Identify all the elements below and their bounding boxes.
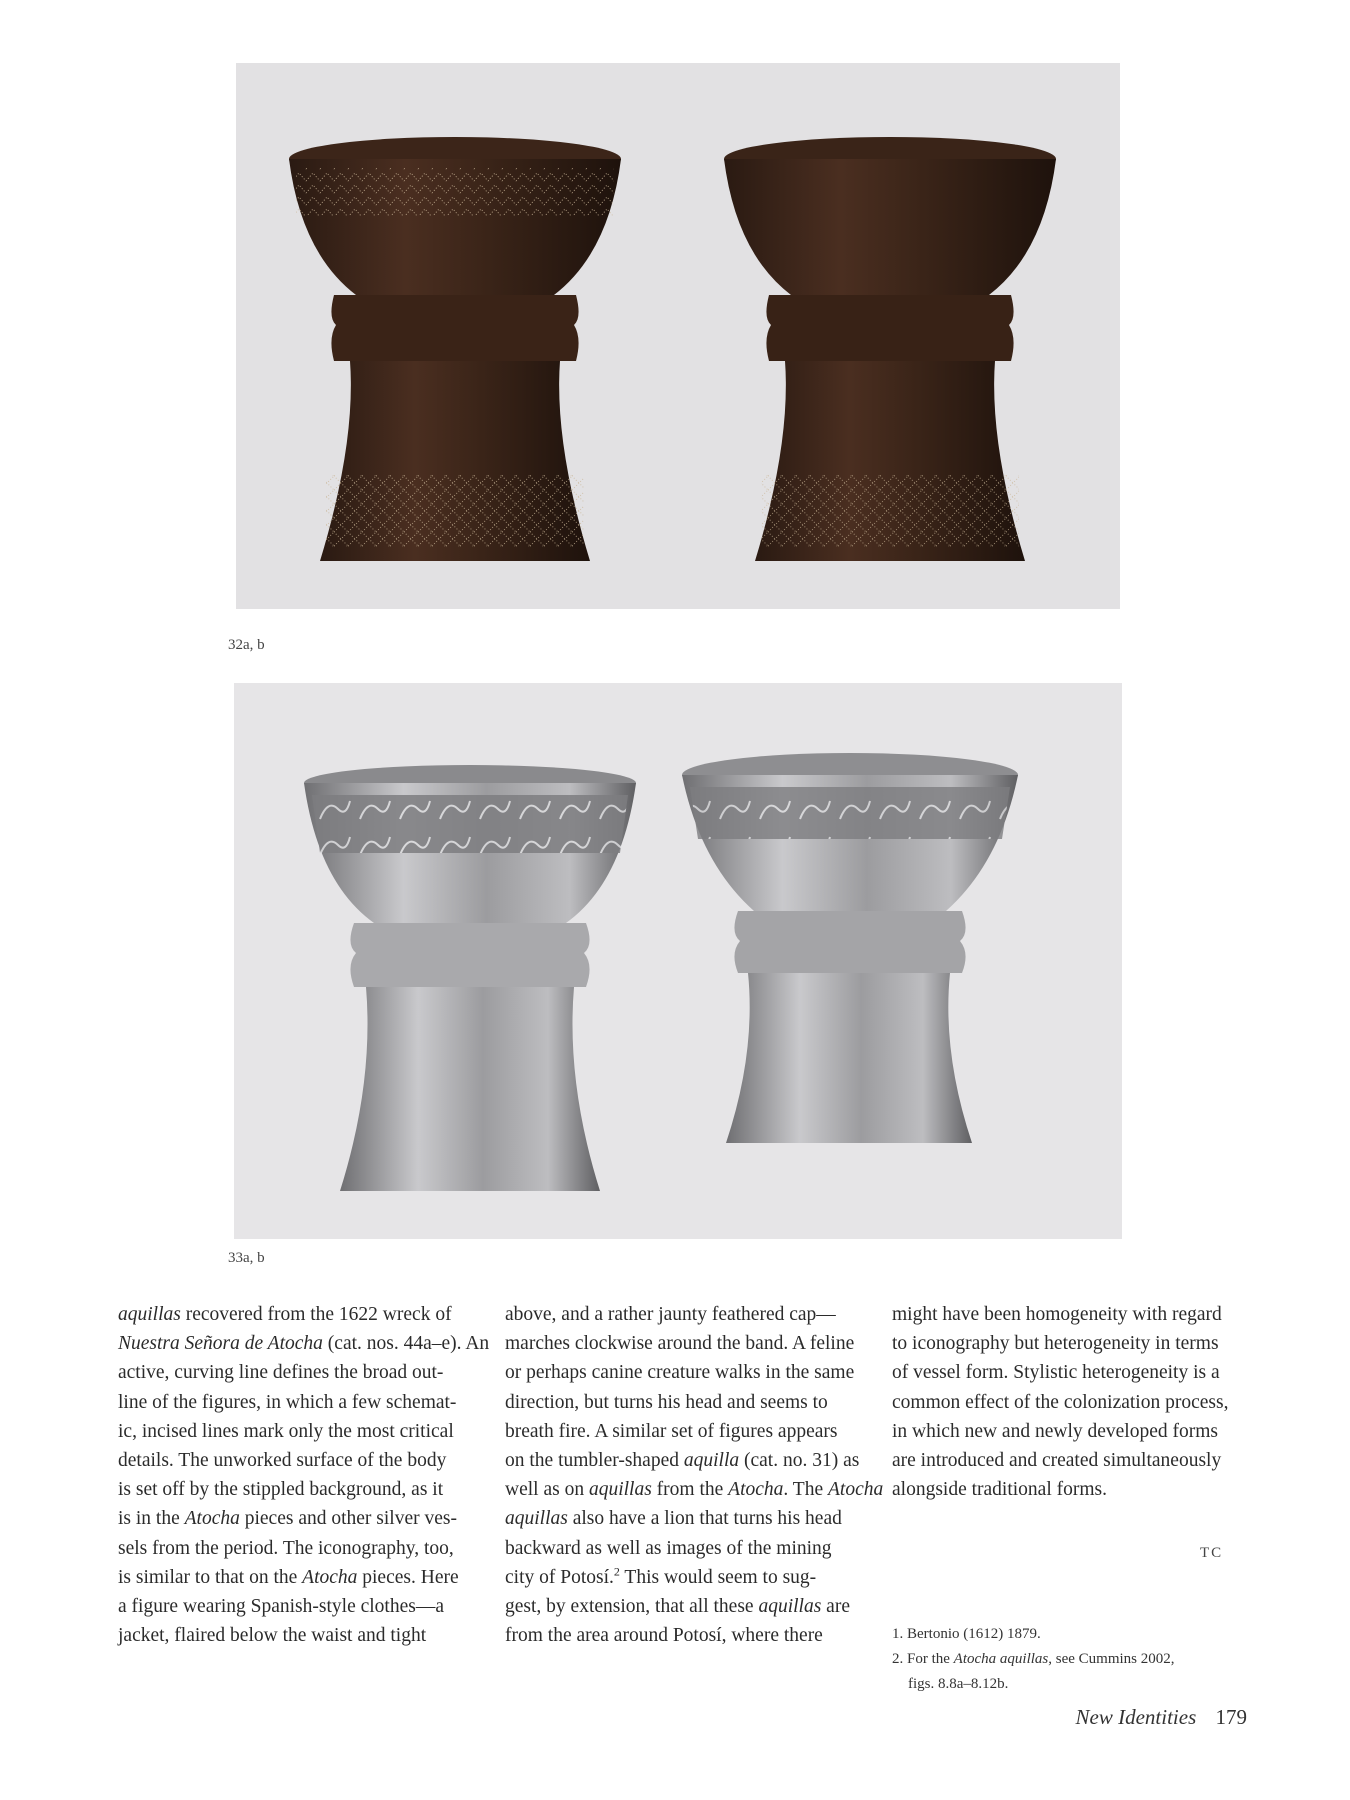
italic-term: Atocha xyxy=(728,1479,784,1501)
wooden-aquilla-pair-icon xyxy=(236,63,1120,609)
text-run: alongside traditional forms. xyxy=(892,1479,1107,1501)
section-title: New Identities xyxy=(1075,1705,1197,1729)
footnote-marker: 2 xyxy=(613,1564,620,1579)
text-line xyxy=(505,1621,859,1650)
text-line xyxy=(892,1329,1272,1358)
text-line xyxy=(118,1534,472,1563)
text-run: line of the figures, in which a few schemat- xyxy=(118,1391,457,1413)
text-run: gest, by extension, that all these xyxy=(505,1596,759,1618)
footnote-number: 2. xyxy=(892,1651,907,1667)
text-line xyxy=(505,1534,859,1563)
left-wooden-cup xyxy=(289,137,621,561)
text-run: in which new and newly developed forms xyxy=(892,1420,1218,1442)
text-run: marches clockwise around the band. A feline xyxy=(505,1333,855,1355)
text-run: breath fire. A similar set of figures appears xyxy=(505,1420,838,1442)
silver-aquilla-pair-icon xyxy=(234,683,1122,1239)
text-run: Bertonio (1612) 1879. xyxy=(907,1626,1041,1642)
text-run: active, curving line defines the broad out- xyxy=(118,1362,444,1384)
text-line xyxy=(118,1592,472,1621)
text-line xyxy=(118,1388,472,1417)
text-line xyxy=(505,1592,859,1621)
left-silver-cup xyxy=(304,765,636,1191)
text-line xyxy=(892,1417,1272,1446)
right-wooden-cup xyxy=(724,137,1056,561)
text-run: recovered from the 1622 wreck of xyxy=(180,1304,452,1325)
text-line xyxy=(505,1563,859,1592)
text-line xyxy=(505,1300,859,1329)
text-run: common effect of the colonization process, xyxy=(892,1391,1229,1413)
text-run: are xyxy=(821,1596,850,1618)
text-run: of vessel form. Stylistic heterogeneity is a xyxy=(892,1362,1220,1384)
text-run: is set off by the stippled background, as it xyxy=(118,1479,444,1501)
text-run: , see Cummins 2002, xyxy=(1048,1651,1175,1667)
text-line xyxy=(118,1504,472,1533)
italic-term: aquilla xyxy=(683,1450,740,1472)
footnote-number: 1. xyxy=(892,1626,907,1642)
italic-term: aquillas xyxy=(588,1479,652,1501)
text-run: sels from the period. The iconography, too, xyxy=(118,1537,454,1559)
text-line xyxy=(892,1300,1272,1329)
text-run: (cat. nos. 44a–e). An xyxy=(322,1333,490,1355)
text-column-2 xyxy=(505,1300,884,1650)
italic-term: aquillas xyxy=(118,1304,181,1325)
text-line xyxy=(892,1358,1272,1387)
text-line xyxy=(118,1358,472,1387)
text-run: is in the xyxy=(118,1508,185,1530)
text-line xyxy=(892,1475,1272,1504)
text-line xyxy=(505,1504,859,1533)
text-line xyxy=(118,1329,490,1358)
text-run: direction, but turns his head and seems to xyxy=(505,1391,828,1413)
text-run: For the xyxy=(907,1651,954,1667)
italic-term: Atocha xyxy=(302,1566,358,1588)
text-line xyxy=(892,1388,1272,1417)
footnote-continuation: figs. 8.8a–8.12b. xyxy=(908,1676,1009,1692)
text-run: . The xyxy=(783,1479,828,1501)
text-line xyxy=(505,1417,859,1446)
text-line xyxy=(118,1417,472,1446)
page-number: 179 xyxy=(1215,1705,1247,1729)
text-run: ic, incised lines mark only the most critical xyxy=(118,1420,454,1442)
text-line xyxy=(505,1358,859,1387)
text-run: a figure wearing Spanish-style clothes—a xyxy=(118,1596,444,1618)
figure-33-caption: 33a, b xyxy=(228,1250,265,1266)
text-run: jacket, flaired below the waist and tight xyxy=(118,1625,427,1647)
italic-term: Atocha xyxy=(827,1479,884,1501)
text-run: is similar to that on the xyxy=(118,1566,303,1588)
text-line xyxy=(505,1388,859,1417)
italic-term: Atocha aquillas xyxy=(953,1651,1049,1667)
text-line xyxy=(892,1446,1272,1475)
text-run: (cat. no. 31) as xyxy=(739,1450,860,1472)
right-silver-cup xyxy=(682,753,1018,1143)
text-run: above, and a rather jaunty feathered cap— xyxy=(505,1304,836,1325)
footnotes xyxy=(892,1622,1252,1697)
text-run: or perhaps canine creature walks in the same xyxy=(505,1362,855,1384)
text-line xyxy=(118,1621,472,1650)
text-run: are introduced and created simultaneously xyxy=(892,1450,1222,1472)
italic-term: Atocha xyxy=(184,1508,240,1530)
text-line xyxy=(505,1329,859,1358)
italic-term: aquillas xyxy=(758,1596,822,1618)
text-run: to iconography but heterogeneity in terms xyxy=(892,1333,1219,1355)
figure-32-photo xyxy=(236,63,1120,609)
running-footer xyxy=(1076,1705,1247,1730)
text-run: details. The unworked surface of the body xyxy=(118,1450,447,1472)
text-line xyxy=(505,1475,884,1504)
italic-term: Nuestra Señora de Atocha xyxy=(118,1333,323,1355)
text-line xyxy=(118,1300,472,1329)
text-run: backward as well as images of the mining xyxy=(505,1537,832,1559)
text-run: also have a lion that turns his head xyxy=(567,1508,842,1530)
italic-term: aquillas xyxy=(505,1508,568,1530)
author-initials: TC xyxy=(1200,1545,1224,1561)
text-line xyxy=(118,1475,472,1504)
text-line xyxy=(505,1446,859,1475)
text-column-3 xyxy=(892,1300,1272,1504)
figure-33-photo xyxy=(234,683,1122,1239)
figure-32-caption: 32a, b xyxy=(228,637,265,653)
text-run: from the area around Potosí, where there xyxy=(505,1625,823,1647)
text-run: city of Potosí. xyxy=(505,1566,614,1588)
text-run: pieces. Here xyxy=(357,1566,459,1588)
text-run: This would seem to sug- xyxy=(619,1566,817,1588)
text-line xyxy=(118,1563,472,1592)
text-column-1 xyxy=(118,1300,490,1650)
text-line xyxy=(118,1446,472,1475)
text-run: from the xyxy=(651,1479,729,1501)
footnote-2 xyxy=(892,1647,1252,1672)
text-run: on the tumbler-shaped xyxy=(505,1450,684,1472)
text-run: well as on xyxy=(505,1479,589,1501)
text-run: pieces and other silver ves- xyxy=(239,1508,457,1530)
footnote-1 xyxy=(892,1622,1252,1647)
text-run: might have been homogeneity with regard xyxy=(892,1304,1222,1325)
